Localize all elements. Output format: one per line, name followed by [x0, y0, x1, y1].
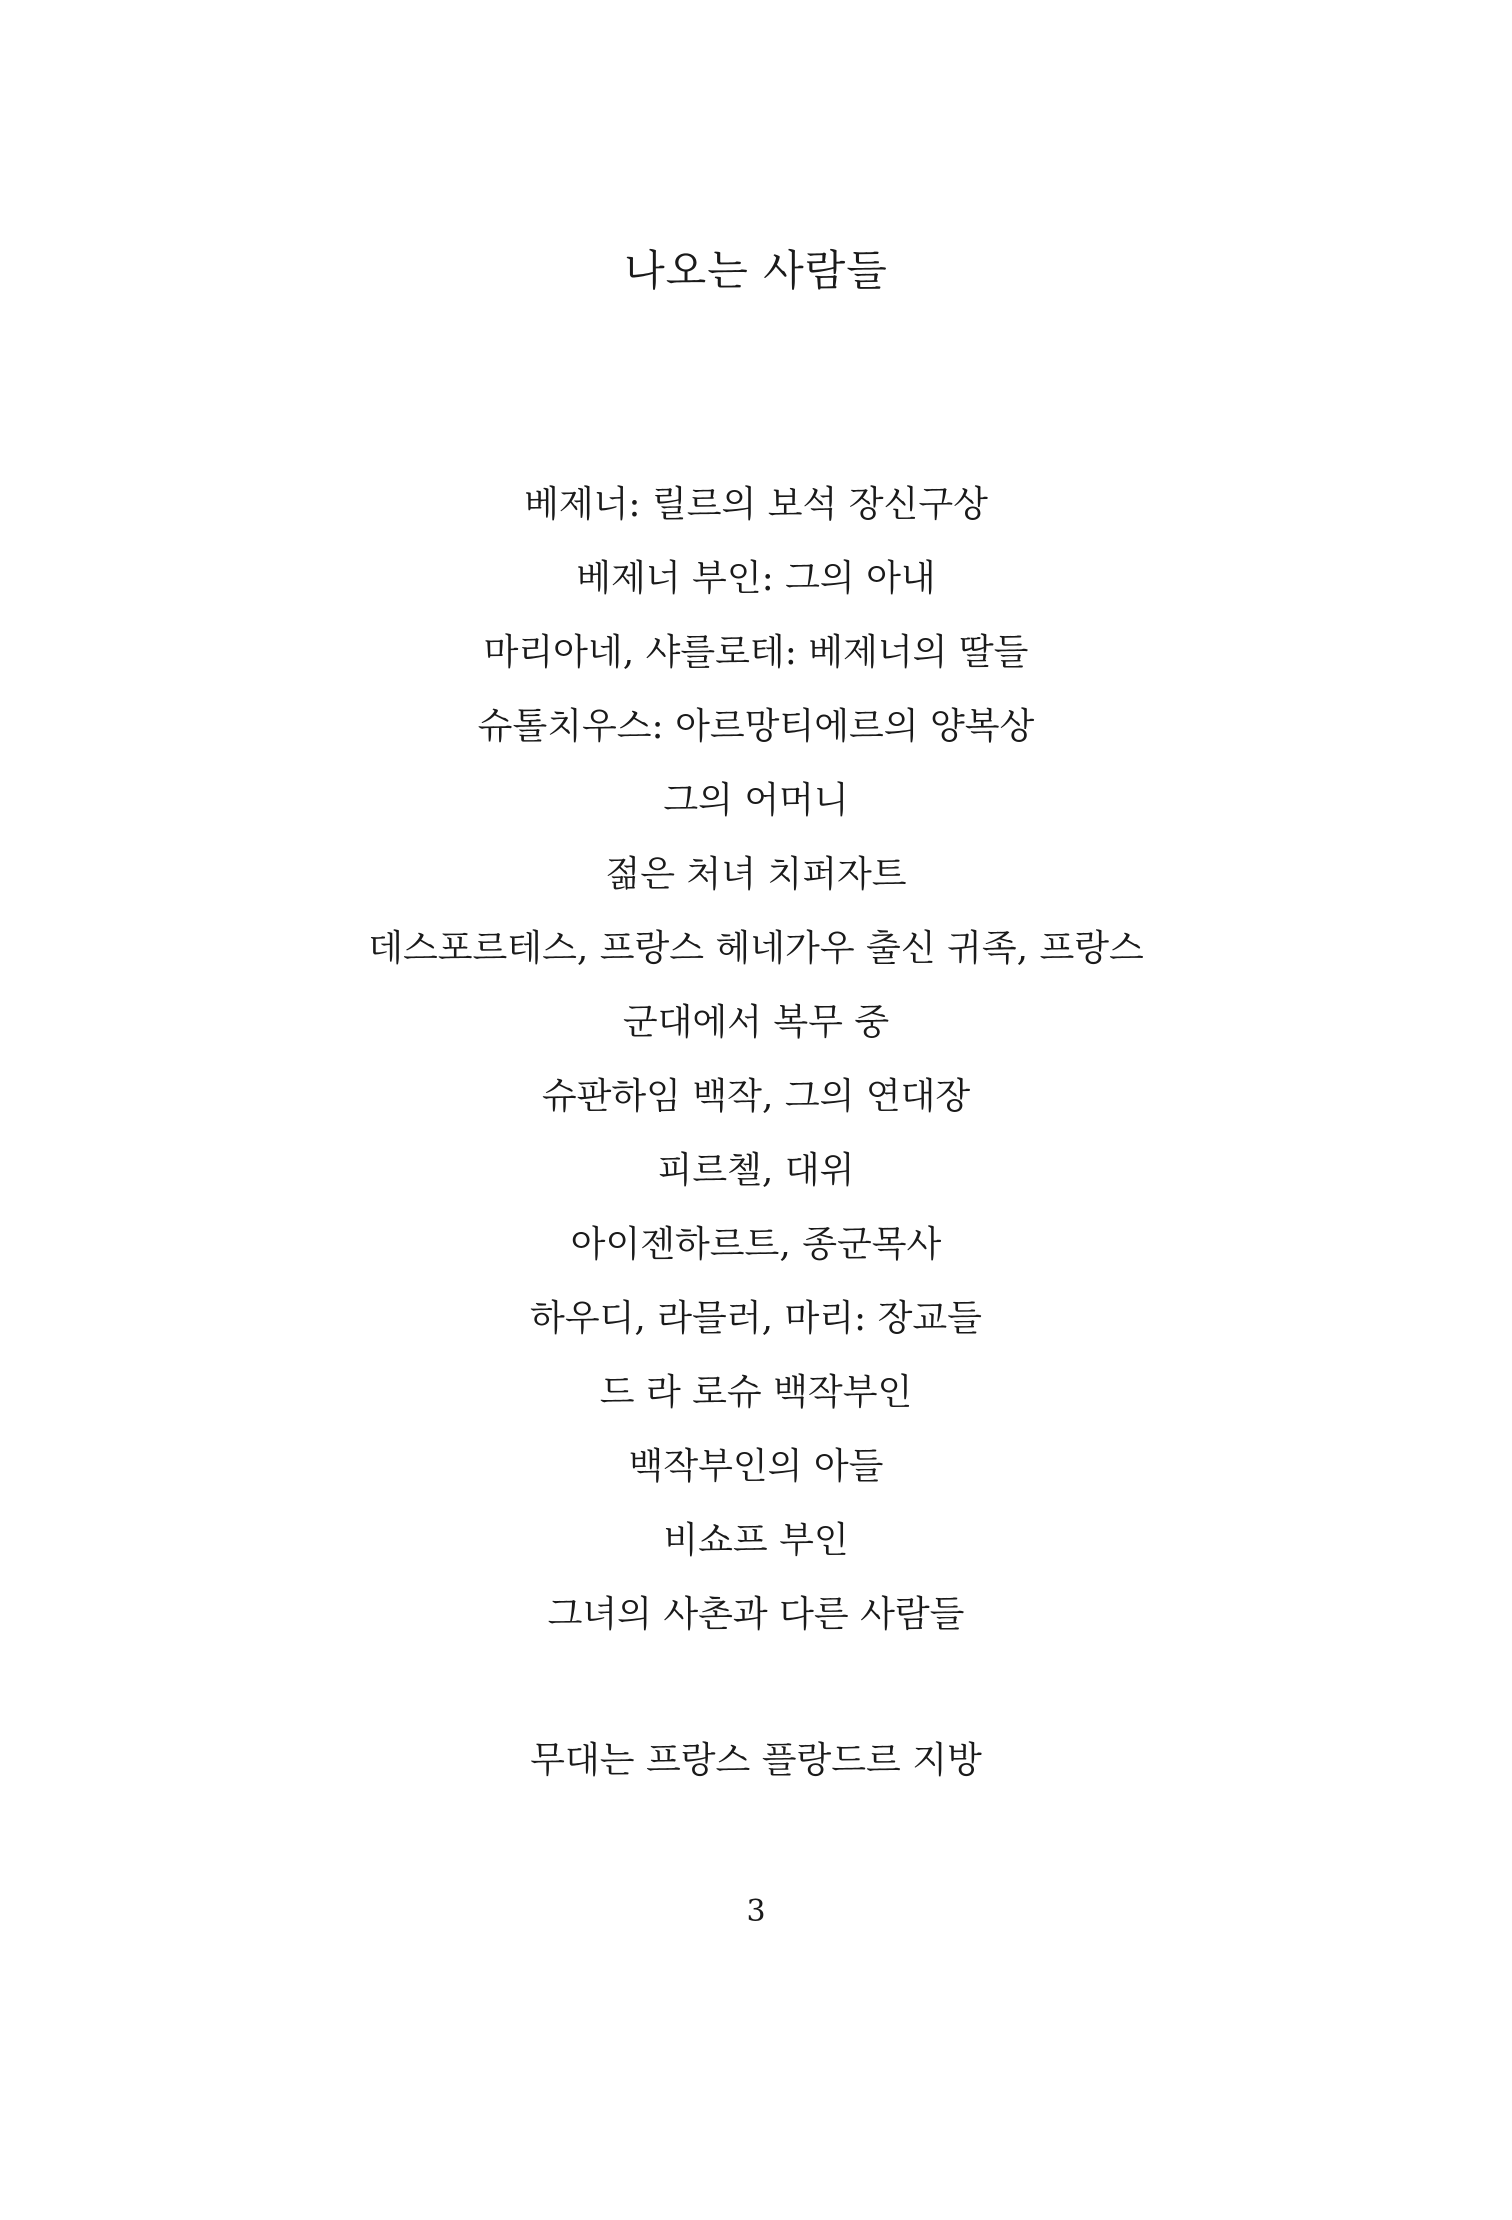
cast-line: 데스포르테스, 프랑스 헤네가우 출신 귀족, 프랑스 [368, 928, 1144, 969]
cast-line: 드 라 로슈 백작부인 [599, 1372, 913, 1413]
cast-line: 슈톨치우스: 아르망티에르의 양복상 [477, 706, 1035, 747]
setting-note: 무대는 프랑스 플랑드르 지방 [530, 1740, 982, 1781]
cast-line: 하우디, 라믈러, 마리: 장교들 [530, 1298, 982, 1339]
cast-line: 그녀의 사촌과 다른 사람들 [547, 1594, 965, 1635]
cast-line: 베제너: 릴르의 보석 장신구상 [524, 484, 988, 525]
cast-list [0, 480, 1512, 1664]
cast-line: 마리아네, 샤를로테: 베제너의 딸들 [483, 632, 1029, 673]
cast-line: 베제너 부인: 그의 아내 [576, 558, 936, 599]
cast-line: 피르첼, 대위 [657, 1150, 855, 1191]
cast-line: 슈판하임 백작, 그의 연대장 [541, 1076, 971, 1117]
page-title: 나오는 사람들 [624, 246, 888, 295]
cast-line: 아이젠하르트, 종군목사 [570, 1224, 942, 1265]
cast-line: 군대에서 복무 중 [622, 1002, 890, 1043]
cast-line: 비쇼프 부인 [663, 1520, 849, 1561]
cast-line: 젊은 처녀 치퍼자트 [605, 854, 907, 895]
page-number: 3 [746, 1894, 766, 1929]
cast-line: 그의 어머니 [663, 780, 849, 821]
cast-line: 백작부인의 아들 [628, 1446, 884, 1487]
